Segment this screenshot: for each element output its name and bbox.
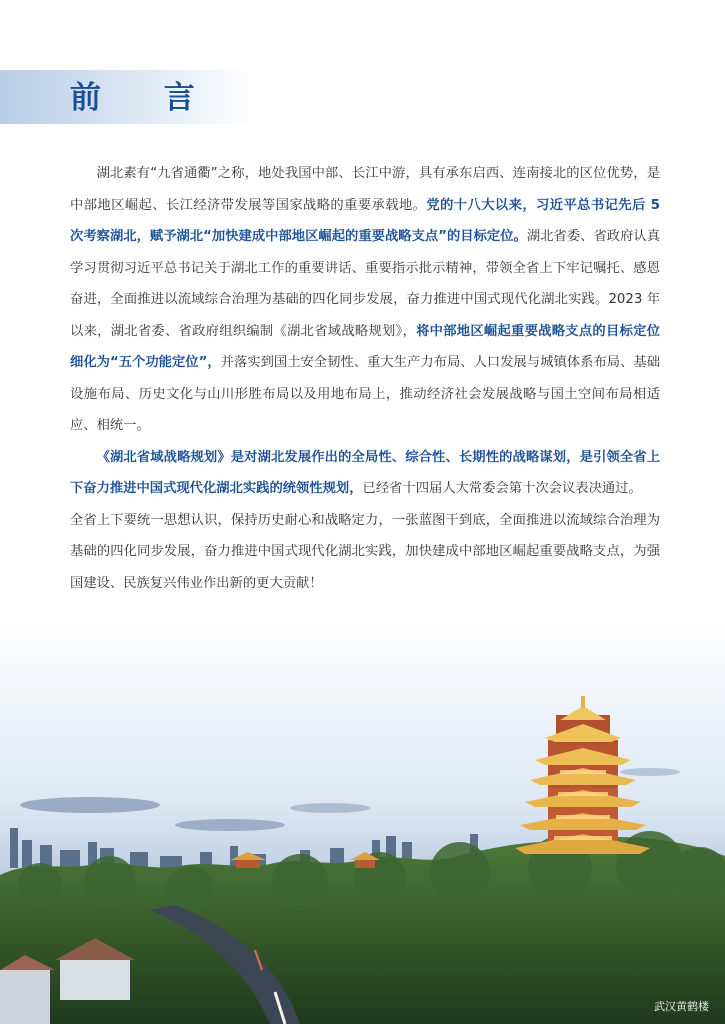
- highlight-run: 《湖北省域战略规划》是对湖北发展作出的全局性、综合性、长期性的战略谋划，是引领全省上下奋力推进中国式现代化湖北实践的统领性规划，: [70, 449, 660, 496]
- paragraph-2: [70, 442, 660, 505]
- page-title: 前 言: [70, 80, 221, 116]
- highlight-run: 党的十八大以来，习近平总书记先后 5 次考察湖北，赋予湖北“加快建成中部地区崛起的重要战略支点”的目标定位。: [70, 197, 660, 244]
- yellow-crane-tower-photo: [0, 620, 725, 1024]
- photo-caption: 武汉黄鹤楼: [654, 1000, 709, 1013]
- text-run: 已经省十四届人大常委会第十次会议表决通过。: [362, 481, 642, 496]
- text-run: 全省上下要统一思想认识，保持历史耐心和战略定力，一张蓝图干到底，全面推进以流域综合治理为基础的四化同步发展，奋力推进中国式现代化湖北实践，加快建成中部地区崛起重要战略支点，为强国建设、民族复兴伟业作出新的更大贡献！: [70, 512, 660, 591]
- paragraph-1: [70, 158, 660, 442]
- text-run: 并落实到国土安全韧性、重大生产力布局、人口发展与城镇体系布局、基础设施布局、历史文化与山川形胜布局以及用地布局上，推动经济社会发展战略与国土空间布局相适应、相统一。: [70, 355, 660, 433]
- highlight-run: 将中部地区崛起重要战略支点的目标定位细化为“五个功能定位”，: [70, 323, 660, 370]
- text-run: 湖北省委、省政府认真学习贯彻习近平总书记关于湖北工作的重要讲话、重要指示批示精神，带领全省上下牢记嘱托、感恩奋进，全面推进以流域综合治理为基础的四化同步发展，奋力推进中国式现代化湖北实践。2023 年以来，湖北省委、省政府组织编制《湖北省域战略规划》，: [70, 229, 660, 339]
- text-run: 湖北素有“九省通衢”之称，地处我国中部、长江中游，具有承东启西、连南接北的区位优势，是中部地区崛起、长江经济带发展等国家战略的重要承载地。: [70, 166, 660, 213]
- paragraph-3: [70, 505, 660, 600]
- preface-body: [70, 158, 660, 599]
